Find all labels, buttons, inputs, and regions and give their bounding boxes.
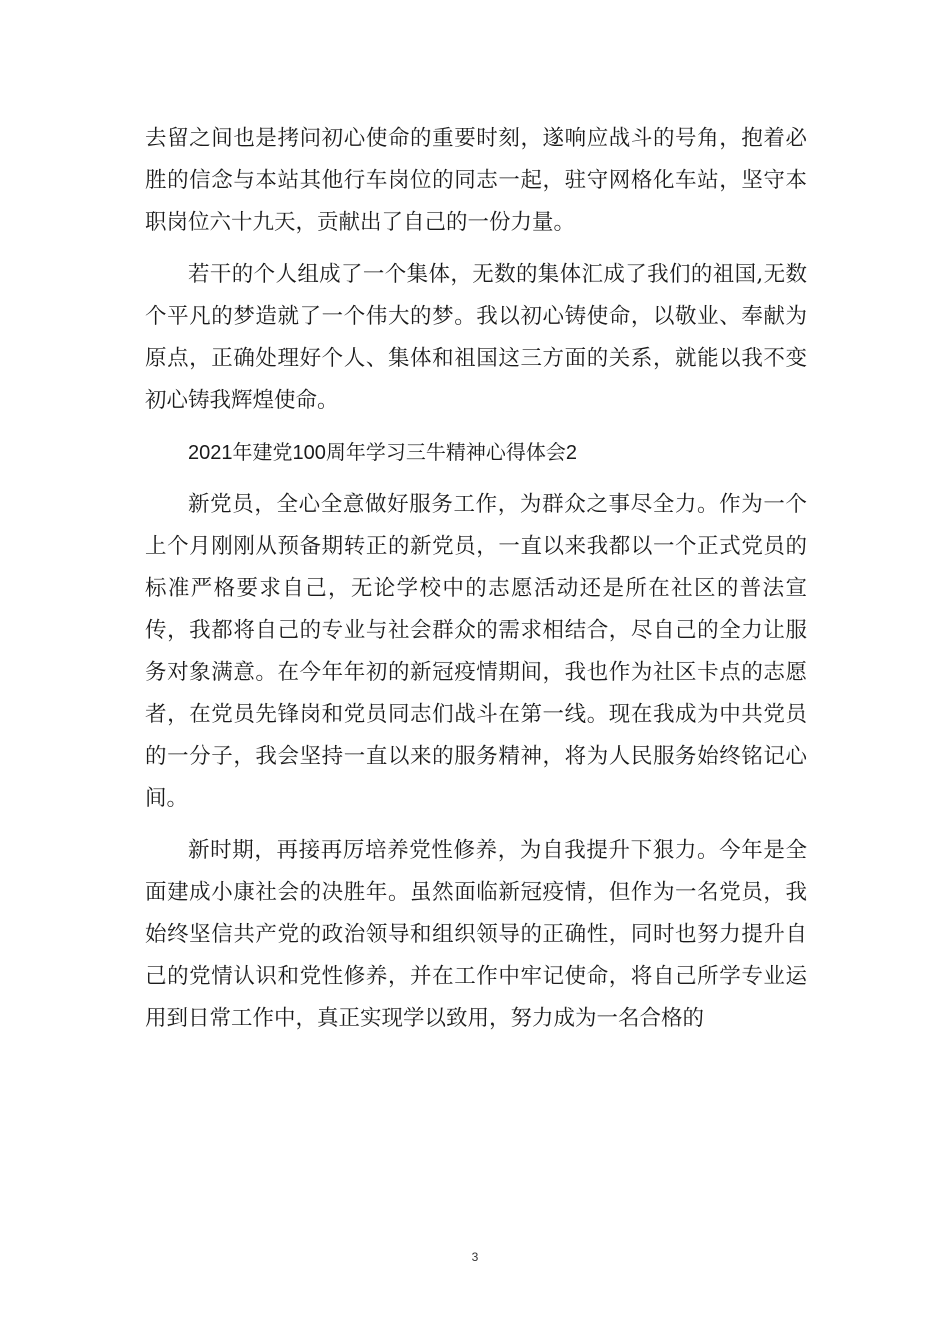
paragraph-continuation: 去留之间也是拷问初心使命的重要时刻，遂响应战斗的号角，抱着必胜的信念与本站其他行车岗位的同志一起，驻守网格化车站，坚守本职岗位六十九天，贡献出了自己的一份力量。 [145,126,807,235]
page-number: 3 [471,1250,479,1264]
section-heading: 2021年建党100周年学习三牛精神心得体会2 [188,442,577,464]
paragraph-new-era: 新时期，再接再厉培养党性修养，为自我提升下狠力。今年是全面建成小康社会的决胜年。虽然面临新冠疫情，但作为一名党员，我始终坚信共产党的政治领导和组织领导的正确性，同时也努力提升自己的党情认识和党性修养，并在工作中牢记使命，将自己所学专业运用到日常工作中，真正实现学以致用，努力成为一名合格的 [145,838,807,1031]
paragraph-new-member: 新党员，全心全意做好服务工作，为群众之事尽全力。作为一个上个月刚刚从预备期转正的新党员，一直以来我都以一个正式党员的标准严格要求自己，无论学校中的志愿活动还是所在社区的普法宣传，我都将自己的专业与社会群众的需求相结合，尽自己的全力让服务对象满意。在今年年初的新冠疫情期间，我也作为社区卡点的志愿者，在党员先锋岗和党员同志们战斗在第一线。现在我成为中共党员的一分子，我会坚持一直以来的服务精神，将为人民服务始终铭记心间。 [145,492,807,811]
paragraph-collective: 若干的个人组成了一个集体，无数的集体汇成了我们的祖国,无数个平凡的梦造就了一个伟大的梦。我以初心铸使命，以敬业、奉献为原点，正确处理好个人、集体和祖国这三方面的关系，就能以我不变初心铸我辉煌使命。 [145,262,807,413]
body-text [145,118,807,1050]
